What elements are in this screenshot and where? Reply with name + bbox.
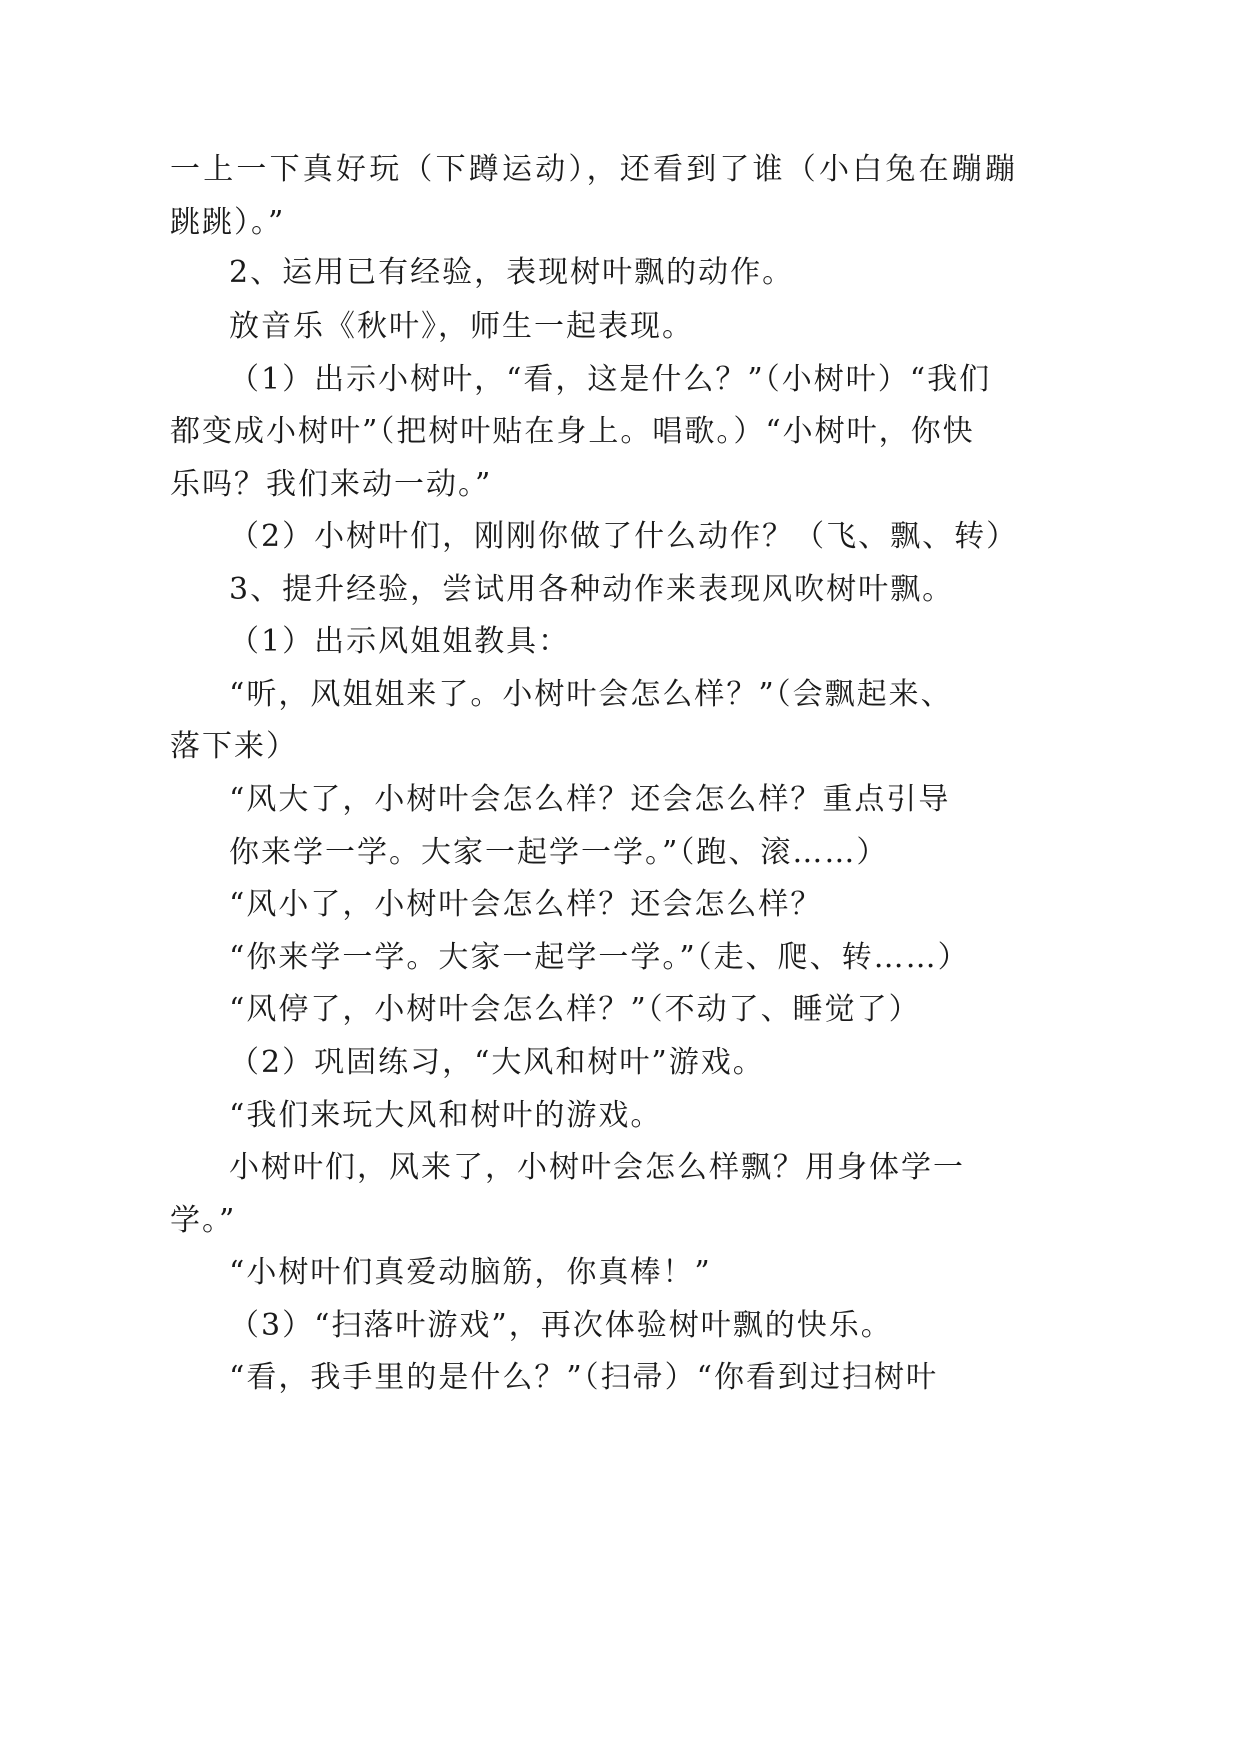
text-line: 都变成小树叶”（把树叶贴在身上。唱歌。）“小树叶，你快 [170,414,975,449]
text-line: “小树叶们真爱动脑筋，你真棒！” [229,1255,712,1290]
text-line: 落下来） [170,729,298,764]
text-line: 学。” [170,1203,237,1238]
text-line: 2、运用已有经验，表现树叶飘的动作。 [229,255,795,290]
text-line: “看，我手里的是什么？”（扫帚）“你看到过扫树叶 [229,1360,939,1395]
text-line: “我们来玩大风和树叶的游戏。 [229,1098,663,1133]
text-line: （2）小树叶们，刚刚你做了什么动作？（飞、飘、转） [229,519,1019,554]
text-line: 3、提升经验，尝试用各种动作来表现风吹树叶飘。 [229,572,955,607]
text-line: 小树叶们，风来了，小树叶会怎么样飘？用身体学一 [229,1150,965,1185]
text-line: （3）“扫落叶游戏”，再次体验树叶飘的快乐。 [229,1308,893,1343]
text-line: （2）巩固练习，“大风和树叶”游戏。 [229,1045,765,1080]
text-line: 一上一下真好玩（下蹲运动），还看到了谁（小白兔在蹦蹦 [170,152,1019,187]
text-line: 乐吗？我们来动一动。” [170,467,493,502]
text-line: “风大了，小树叶会怎么样？还会怎么样？重点引导 [229,782,951,817]
text-line: 放音乐《秋叶》，师生一起表现。 [229,309,694,344]
text-line: “风停了，小树叶会怎么样？”（不动了、睡觉了） [229,992,921,1027]
text-line: （1）出示小树叶，“看，这是什么？”（小树叶）“我们 [229,362,992,397]
text-line: “风小了，小树叶会怎么样？还会怎么样？ [229,887,823,922]
text-line: “你来学一学。大家一起学一学。”（走、爬、转……） [229,940,970,975]
text-line: “听，风姐姐来了。小树叶会怎么样？”（会飘起来、 [229,677,953,712]
text-line: 你来学一学。大家一起学一学。”（跑、滚……） [229,835,889,870]
text-line: （1）出示风姐姐教具： [229,624,571,659]
text-line: 跳跳）。” [170,205,286,240]
